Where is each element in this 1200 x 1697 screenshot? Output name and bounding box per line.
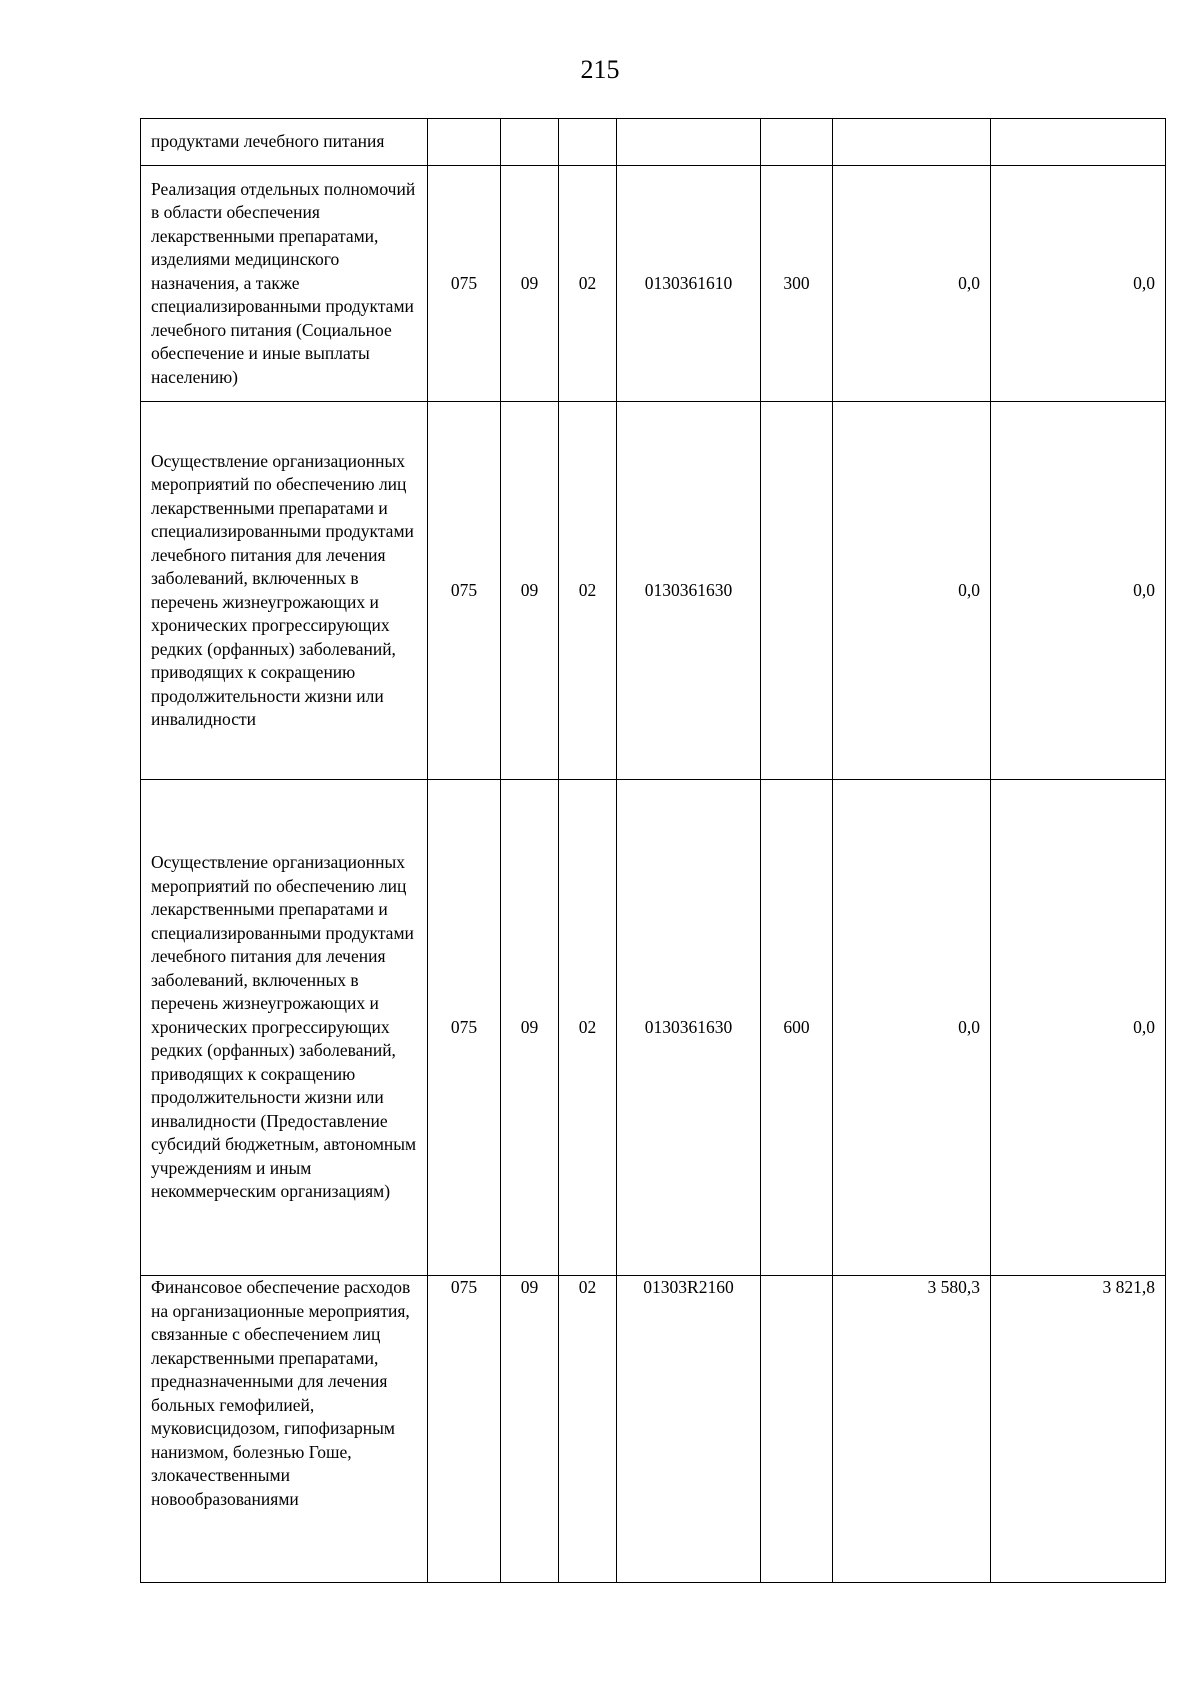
cell-section: 09 — [501, 1276, 559, 1583]
cell-amount-2: 3 821,8 — [991, 1276, 1166, 1583]
cell-subsection — [559, 119, 617, 166]
cell-target-article: 0130361630 — [617, 780, 761, 1276]
cell-amount-1 — [833, 119, 991, 166]
cell-amount-1: 0,0 — [833, 402, 991, 780]
cell-expense-type — [761, 402, 833, 780]
cell-section: 09 — [501, 402, 559, 780]
cell-section: 09 — [501, 166, 559, 402]
page-number: 215 — [580, 55, 620, 84]
row-description: Финансовое обеспечение расходов на организационные мероприятия, связанные с обеспечением лиц лекарственными препаратами, предназначенными для лечения больных гемофилией, муковисцидозом, гипофизарным нанизмом, болезнью Гоше, злокачественными новообразованиями — [141, 1276, 428, 1583]
cell-amount-2: 0,0 — [991, 402, 1166, 780]
cell-amount-2: 0,0 — [991, 780, 1166, 1276]
cell-amount-2 — [991, 119, 1166, 166]
row-description: продуктами лечебного питания — [141, 119, 428, 166]
budget-table — [140, 118, 1166, 1583]
table-row — [141, 402, 1166, 780]
cell-target-article: 0130361610 — [617, 166, 761, 402]
cell-amount-1: 3 580,3 — [833, 1276, 991, 1583]
cell-grbs: 075 — [428, 166, 501, 402]
cell-grbs: 075 — [428, 1276, 501, 1583]
cell-expense-type — [761, 1276, 833, 1583]
cell-target-article: 0130361630 — [617, 402, 761, 780]
cell-subsection: 02 — [559, 166, 617, 402]
cell-expense-type — [761, 119, 833, 166]
cell-amount-1: 0,0 — [833, 780, 991, 1276]
table-row — [141, 119, 1166, 166]
cell-subsection: 02 — [559, 1276, 617, 1583]
cell-target-article — [617, 119, 761, 166]
row-description: Реализация отдельных полномочий в области обеспечения лекарственными препаратами, изделиями медицинского назначения, а также специализированными продуктами лечебного питания (Социальное обеспечение и иные выплаты населению) — [141, 166, 428, 402]
table-row — [141, 166, 1166, 402]
cell-amount-1: 0,0 — [833, 166, 991, 402]
cell-expense-type: 300 — [761, 166, 833, 402]
cell-section: 09 — [501, 780, 559, 1276]
cell-grbs — [428, 119, 501, 166]
cell-grbs: 075 — [428, 780, 501, 1276]
table-row — [141, 1276, 1166, 1583]
table-row — [141, 780, 1166, 1276]
row-description: Осуществление организационных мероприятий по обеспечению лиц лекарственными препаратами и специализированными продуктами лечебного питания для лечения заболеваний, включенных в перечень жизнеугрожающих и хронических прогрессирующих редких (орфанных) заболеваний, приводящих к сокращению продолжительности жизни или инвалидности (Предоставление субсидий бюджетным, автономным учреждениям и иным некоммерческим организациям) — [141, 780, 428, 1276]
row-description: Осуществление организационных мероприятий по обеспечению лиц лекарственными препаратами и специализированными продуктами лечебного питания для лечения заболеваний, включенных в перечень жизнеугрожающих и хронических прогрессирующих редких (орфанных) заболеваний, приводящих к сокращению продолжительности жизни или инвалидности — [141, 402, 428, 780]
cell-section — [501, 119, 559, 166]
cell-target-article: 01303R2160 — [617, 1276, 761, 1583]
cell-subsection: 02 — [559, 402, 617, 780]
cell-grbs: 075 — [428, 402, 501, 780]
cell-subsection: 02 — [559, 780, 617, 1276]
cell-expense-type: 600 — [761, 780, 833, 1276]
cell-amount-2: 0,0 — [991, 166, 1166, 402]
